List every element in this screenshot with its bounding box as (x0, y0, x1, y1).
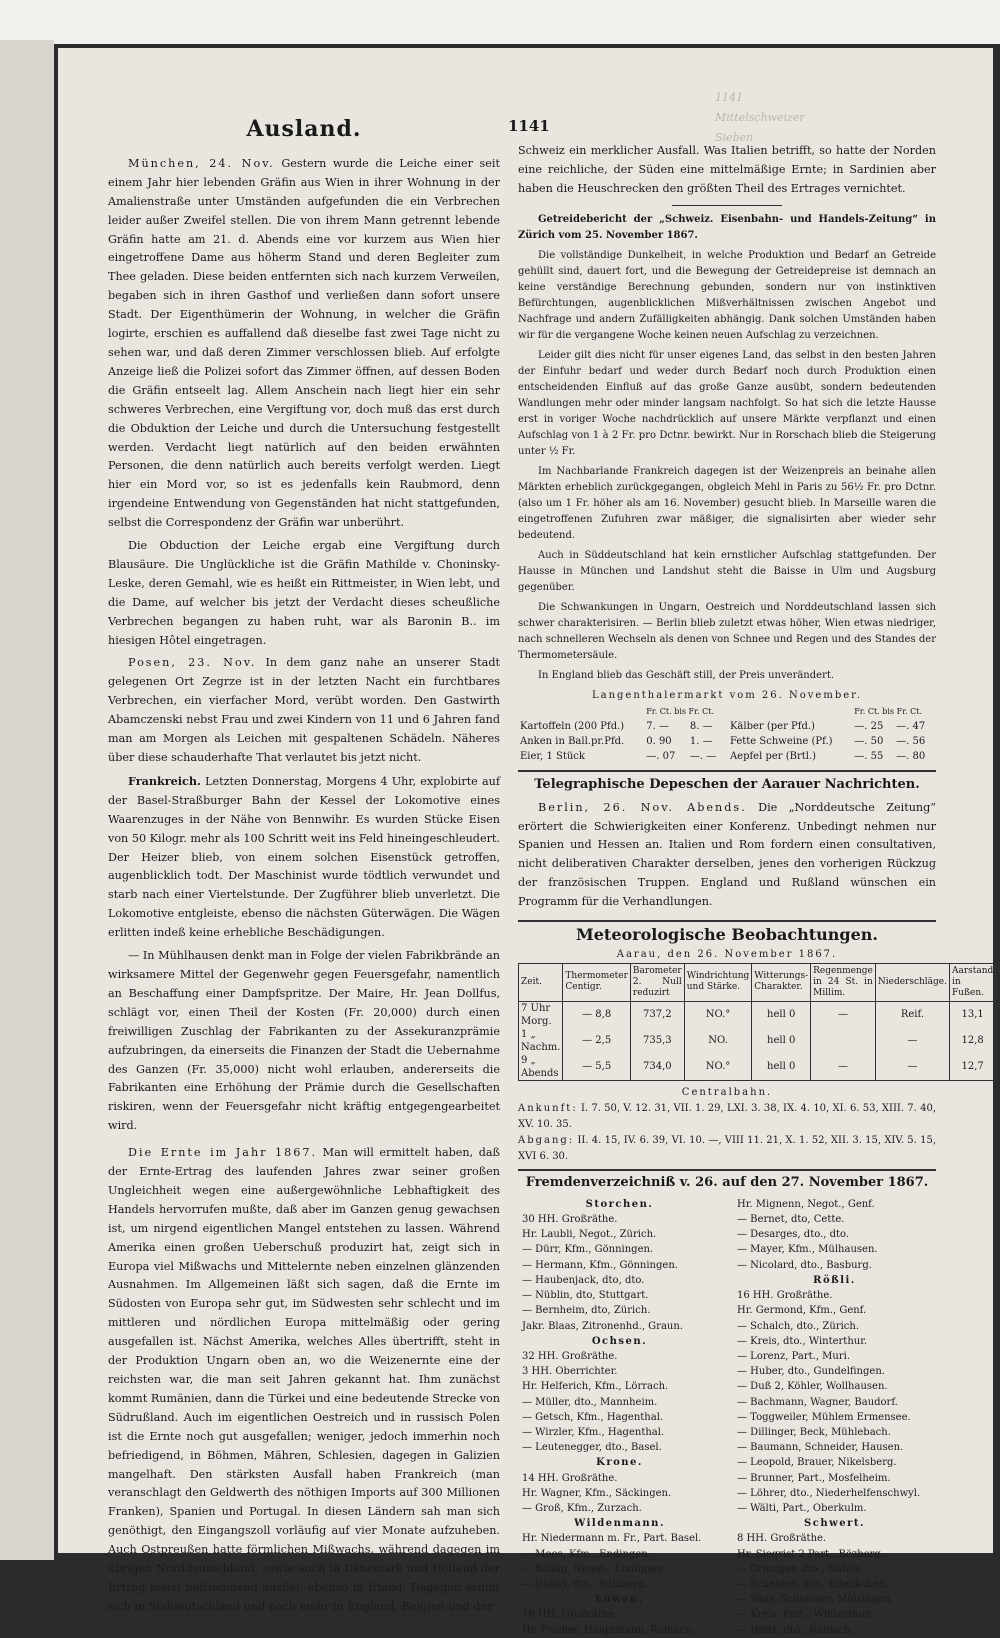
guest-entry: Hr. Mignenn, Negot., Genf. (737, 1198, 875, 1210)
article-ernte (108, 1144, 500, 1617)
col-header: Witterungs-Charakter. (752, 963, 811, 1001)
cell: 1. — (689, 735, 713, 747)
cell: 12,8 (949, 1028, 995, 1054)
guest-entry: — Haubenjack, dto, dto. (522, 1274, 645, 1286)
cell: Fette Schweine (Pf.) (729, 735, 833, 747)
table-row (519, 1001, 996, 1028)
cell: hell 0 (752, 1028, 811, 1054)
cell: NO.° (684, 1054, 752, 1081)
cell: Kälber (per Pfd.) (729, 720, 815, 732)
cell: 7 Uhr Morg. (519, 1001, 563, 1028)
telegraph-article (518, 799, 936, 912)
getreide-para: Die vollständige Dunkelheit, in welche Produktion und Bedarf an Getreide gehüllt sind, dauert fort, und die Bewegung der Getreidepreise ist demnach an keine verständige Berechnung gebunden, sondern nur von instinktiven Befürchtungen, augenblicklichen Mißverhältnissen zwischen Angebot und Nachfrage und andern Zufälligkeiten abhängig. Dank solchen Umständen haben wir für die vergangene Woche keinen neuen Aufschlag zu verzeichnen. (518, 249, 936, 341)
col-header: Windrichtung und Stärke. (684, 963, 752, 1001)
ghost-line: Mittelschweizer (715, 111, 805, 124)
cell (811, 1028, 876, 1054)
dateline: Frankreich. (128, 773, 201, 788)
article-text: Letzten Donnerstag, Morgens 4 Uhr, explobirte auf der Basel-Straßburger Bahn der Kessel der Lokomotive eines Waarenzuges in der Nähe von Bennwihr. Es wurden Stücke Eisen von 50 Kilogr. mehr als 100 Schritt weit ins Feld hineingeschleudert. Der Heizer blieb, von einem solchen Eisenstück getroffen, augenblicklich todt. Der Maschinist wurde tödtlich verwundet und starb nach einer Viertelstunde. Der Zugführer blieb unverletzt. Die Lokomotive entgleiste, ebenso die nächsten Güterwägen. Die Wägen erlitten indeß keine erhebliche Beschädigungen. (108, 774, 501, 940)
train-departures (518, 1133, 936, 1165)
col-header: Niederschläge. (875, 963, 949, 1001)
guest-entry: — Huber, dto., Gundelfingen. (737, 1366, 885, 1378)
guest-entry: — Leutenegger, dto., Basel. (522, 1442, 662, 1454)
guest-entry: — Moos, Kfm., Endingen. (522, 1548, 651, 1560)
article-frankreich (108, 772, 500, 943)
section-title: Ausland. (246, 116, 362, 142)
cell: — 5,5 (563, 1054, 631, 1081)
cell: —. — (689, 750, 717, 762)
departure-label: Abgang: (518, 1134, 575, 1146)
guest-entry: 3 HH. Oberrichter. (522, 1366, 618, 1378)
cell: 9 „ Abends (519, 1054, 563, 1081)
hotel-name: Wildenmann. (574, 1518, 665, 1530)
guest-entry: Hr. Helferich, Kfm., Lörrach. (522, 1381, 669, 1393)
getreide-para: Leider gilt dies nicht für unser eigenes Land, das selbst in den besten Jahren der Einfuhr bedarf und weder durch Bedarf noch durch Produktion einen entscheidenden Einfluß auf das große Ganze ausübt, sondern bedeutenden Wandlungen mehr oder minder langsam nachfolgt. So hat sich die letzte Hausse erst in voriger Woche nachdrücklich auf unsere Märkte verpflanzt und einen Aufschlag von 1 à 2 Fr. pro Dctnr. bewirkt. Nur in Rorschach blieb die Steigerung unter ½ Fr. (518, 349, 936, 457)
guest-entry: Hr. Siegrist 2 Part., Bözberg. (737, 1548, 884, 1560)
cell: — (811, 1054, 876, 1081)
cell: —. 50 (854, 735, 884, 747)
guest-entry: — Löhrer, dto., Niederhelfenschwyl. (737, 1487, 921, 1499)
guest-entry: — Kreis, dto., Winterthur. (737, 1335, 868, 1347)
cell: —. 80 (896, 750, 926, 762)
guest-entry: — Wirzler, Kfm., Hagenthal. (522, 1426, 665, 1438)
article-text: In dem ganz nahe an unserer Stadt gelegenen Ort Zegrze ist in der letzten Nacht ein furchtbares Verbrechen, ein vierfacher Mord, verübt worden. Den Gastwirth Abamczenski nebst Frau und zwei Kindern von 11 und 6 Jahren fand man am Morgen als Leichen mit gespaltenen Schädeln. Näheres über diese schauderhafte That verlautet bis jetzt nicht. (108, 656, 500, 764)
guest-entry: 16 HH. Großräthe. (737, 1290, 833, 1302)
bahn-heading: Centralbahn. (681, 1086, 773, 1098)
guest-entry: — Kreis, Part., Winterthur. (737, 1609, 872, 1621)
cell: NO.° (684, 1001, 752, 1028)
table-row (519, 1054, 996, 1081)
hotel-name: Rößli. (813, 1274, 856, 1286)
cell: —. 56 (896, 735, 926, 747)
page-number: 1141 (508, 117, 550, 135)
departure-times: II. 4. 15, IV. 6. 39, VI. 10. —, VIII 11. 21, X. 1. 52, XII. 3. 15, XIV. 5. 15, XVI 6. 30. (518, 1134, 936, 1162)
cell: — (875, 1054, 949, 1081)
guest-entry: — Baumann, Schneider, Hausen. (737, 1442, 904, 1454)
guest-entry: Hr. Laubli, Negot., Zürich. (522, 1229, 657, 1241)
guest-entry: 18 HH. Großräthe. (522, 1609, 618, 1621)
dateline: Berlin, 26. Nov. Abends. (538, 800, 747, 814)
hotel-name: Ochsen. (591, 1335, 648, 1347)
article-text: Gestern wurde die Leiche einer seit einem Jahr hier lebenden Gräfin aus Wien in ihrer Wohnung in der Amalienstraße unter Umständen aufgefunden die ein Verbrechen leider außer Zweifel stellen. Die von ihrem Mann getrennt lebende Gräfin hatte am 21. d. Abends eine vor kurzem aus Wien hier eingetroffene Dame aus höherm Stand und deren Begleiter zum Thee geladen. Diese beiden entfernten sich nach kurzem Verweilen, begaben sich in ihren Gasthof und verließen dann sofort unsere Stadt. Der Eigenthümerin der Wohnung, in welcher die Gräfin logirte, erschien es auffallend daß dieselbe fast zwei Tage nicht zu sehen war, und daß deren Zimmer verschlossen blieb. Auf erfolgte Anzeige ließ die Polizei sofort das Zimmer öffnen, auf dessen Boden die Gräfin entseelt lag. Allem Anschein nach liegt hier ein sehr schweres Verbrechen, eine Vergiftung vor, doch muß das erst durch die Obduktion der Leiche und durch die Untersuchung festgestellt werden. Verdacht liegt natürlich auf den beiden erwähnten Personen, die denn natürlich auch bereits verfolgt werden. Liegt hier ein Mord vor, so ist es jedenfalls kein Raubmord, denn irgendeine Entwendung von Gegenständen hat nicht stattgefunden, selbst die Correspondenz der Gräfin war unberührt. (108, 156, 500, 530)
article-muenchen (108, 155, 500, 533)
cell: 737,2 (630, 1001, 684, 1028)
table-row (518, 719, 936, 734)
cell: — (875, 1028, 949, 1054)
cell: — (811, 1001, 876, 1028)
dateline: Posen, 23. Nov. (128, 656, 257, 670)
guest-entry: — Müller, dto., Mannheim. (522, 1396, 658, 1408)
col-header: Thermometer Centigr. (563, 963, 631, 1001)
telegraph-heading: Telegraphische Depeschen der Aarauer Nachrichten. (518, 770, 936, 795)
guest-entry: — Duß 2, Köhler, Wollhausen. (737, 1381, 888, 1393)
cell: hell 0 (752, 1054, 811, 1081)
guest-list-right (733, 1197, 936, 1638)
guest-entry: — Walz, Schneider, Mölzingen. (737, 1594, 894, 1606)
getreide-para: In England blieb das Geschäft still, der Preis unverändert. (538, 669, 835, 681)
guest-entry: Hr. Fischer, Hauptmann, Reinach. (522, 1624, 695, 1636)
price-col-header: Fr. Ct. bis Fr. Ct. (646, 706, 715, 716)
guest-entry: Hr. Wagner, Kfm., Säckingen. (522, 1487, 672, 1499)
cell: Reif. (875, 1001, 949, 1028)
meteo-subheading: Aarau, den 26. November 1867. (616, 948, 838, 960)
guest-entry: — Bernet, dto, Cette. (737, 1214, 845, 1226)
guest-entry: — Schenkel, dto., Edenkoben. (737, 1578, 889, 1590)
guest-entry: 32 HH. Großräthe. (522, 1350, 618, 1362)
article-ernte-cont (518, 142, 936, 199)
guest-entry: — Schalch, dto., Zürich. (737, 1320, 860, 1332)
guest-list-left (518, 1197, 721, 1638)
hotel-name: Löwen. (595, 1594, 644, 1606)
article-text: Man will ermittelt haben, daß der Ernte-Ertrag des laufenden Jahres zwar seiner großen Ungleichheit wegen eine außergewöhnliche Lebhaftigkeit des Handels hervorrufen mußte, daß aber im Ganzen genug gewachsen ist, um nirgend eigentlichen Mangel entstehen zu lassen. Während Amerika einen großen Ueberschuß produzirt hat, zeigt sich in Europa viel Mißwachs und Mittelernte neben einzelnen glänzenden Ausnahmen. Im Allgemeinen läßt sich sagen, daß die Ernte im Südosten von Europa sehr gut, im Südwesten sehr schlecht und im mittleren und nördlichen Europa mittelmäßig oder gering ausgefallen ist. Nächst Amerika, welches Alles übertrifft, steht in der Produktion Ungarn oben an, wo die Weizenernte eine der reichsten war, die man seit Jahren gekannt hat. Ihm zunächst kommt Rumänien, dann die Türkei und eine bedeutende Strecke von Südrußland. Auch im eigentlichen Oestreich und in russisch Polen ist die Ernte noch gut ausgefallen; weniger, jedoch immerhin noch befriedigend, in Böhmen, Mähren, Schlesien, dagegen in Galizien mangelhaft. Den stärksten Ausfall haben Frankreich (man veranschlagt den Geldwerth des nöthigen Imports auf 300 Millionen Franken), Spanien und Portugal. In diesen Ländern sah man sich genöthigt, den Eingangszoll vorläufig auf vier Monate aufzuheben. Auch Ostpreußen hatte förmlichen Mißwachs, während dagegen im übrigen Norddeutschland, sowie auch in Dänemark und Holland der Ertrag meist befriedigend ausfiel; ebenso in Irland. Dagegen ergibt sich in Süddeutschland und noch mehr in England, Belgien und der (108, 1146, 501, 1613)
guest-entry: — Dürr, Kfm., Gönningen. (522, 1244, 654, 1256)
cell: hell 0 (752, 1001, 811, 1028)
col-header: Regenmenge in 24 St. in Millim. (811, 963, 876, 1001)
col-header: Zeit. (519, 963, 563, 1001)
adjacent-page-strip (0, 40, 54, 1560)
guest-entry: — Bollag, Negot., Endingen. (522, 1563, 667, 1575)
dateline: Die Ernte im Jahr 1867. (128, 1146, 318, 1160)
bleed-through-text (715, 88, 805, 148)
article-text: Die Obduction der Leiche ergab eine Vergiftung durch Blausäure. Die Unglückliche ist die Gräfin Mathilde v. Choninsky-Leske, deren Gemahl, wie es heißt ein Rittmeister, in Wien lebt, und die Dame, auf welcher bis jetzt der Verdacht dieses scheußliche Verbrechen begangen zu haben ruht, war als Baronin B.. im hiesigen Hôtel eingetragen. (108, 539, 500, 647)
guest-entry: — Mayer, Kfm., Mülhausen. (737, 1244, 878, 1256)
guest-entry: — Wälti, Part., Oberkulm. (737, 1502, 867, 1514)
arrival-times: I. 7. 50, V. 12. 31, VII. 1. 29, LXI. 3. 38, IX. 4. 10, XI. 6. 53, XIII. 7. 40, XV. 10. 35. (518, 1102, 936, 1130)
guest-entry: — Bachmann, Wagner, Baudorf. (737, 1396, 898, 1408)
train-arrivals (518, 1101, 936, 1133)
guest-entry: — Desarges, dto., dto. (737, 1229, 850, 1241)
article-muenchen-cont (108, 537, 500, 650)
guest-entry: 30 HH. Großräthe. (522, 1214, 618, 1226)
article-text: — In Mühlhausen denkt man in Folge der vielen Fabrikbrände an wirksamere Mittel der Gegenwehr gegen Feuersgefahr, namentlich an Beschaffung einer Dampfspritze. Der Maire, Hr. Jean Dollfus, schlägt vor, einen Theil der Kosten (Fr. 20,000) durch einen freiwilligen Zuschlag der Fabrikanten zu der Assekuranzprämie aufzubringen, da einerseits die Finanzen der Stadt die Uebernahme des Ganzen (Fr. 35,000) nicht wohl erlauben, andererseits die Fabrikanten eine Erhöhung der Prämie durch die Gesellschaften riskiren, wenn der Feuersgefahr nicht kräftig entgegengearbeitet wird. (108, 949, 500, 1133)
guest-list (518, 1197, 936, 1638)
getreide-para: Die Schwankungen in Ungarn, Oestreich und Norddeutschland lassen sich schwer charakterisiren. — Berlin blieb zuletzt etwas höher, Wien etwas niedriger, nach schnelleren Wechseln als denen von Schnee und Regen und des Standes der Thermometersäule. (518, 601, 936, 661)
hotel-name: Storchen. (585, 1198, 654, 1210)
hotel-name: Krone. (596, 1457, 643, 1469)
col-header: Barometer 2. Null reduzirt (630, 963, 684, 1001)
article-muehlhausen (108, 947, 500, 1136)
table-row (518, 734, 936, 749)
cell: —. 07 (646, 750, 676, 762)
scan-top-band (0, 0, 1000, 44)
getreide-para: Auch in Süddeutschland hat kein ernstlicher Aufschlag stattgefunden. Der Hausse in München und Landshut steht die Baisse in Ulm und Augsburg gegenüber. (518, 549, 936, 593)
article-text: Schweiz ein merklicher Ausfall. Was Italien betrifft, so hatte der Norden eine reichliche, der Süden eine mittelmäßige Ernte; in Sardinien aber haben die Heuschrecken den größten Theil des Ertrages vernichtet. (518, 144, 936, 195)
ghost-line: Sieben (715, 131, 754, 144)
cell: Eier, 1 Stück (520, 750, 585, 762)
table-row (519, 1028, 996, 1054)
cell: 7. — (646, 720, 669, 732)
guest-entry: — Toggweiler, Mühlem Ermensee. (737, 1411, 911, 1423)
cell: Anken in Ball.pr.Pfd. (520, 735, 625, 747)
cell: Aepfel per (Brtl.) (729, 750, 817, 762)
market-price-table (518, 704, 936, 764)
cell: — 8,8 (563, 1001, 631, 1028)
fremden-heading: Fremdenverzeichniß v. 26. auf den 27. November 1867. (518, 1169, 936, 1193)
cell: —. 25 (854, 720, 884, 732)
meteo-heading: Meteorologische Beobachtungen. (518, 920, 936, 945)
cell: NO. (684, 1028, 752, 1054)
article-posen (108, 654, 500, 767)
dateline: München, 24. Nov. (128, 156, 275, 170)
markt-title: Langenthalermarkt vom 26. November. (591, 689, 862, 701)
guest-entry: — Lorenz, Part., Muri. (737, 1350, 851, 1362)
guest-entry: 14 HH. Großräthe. (522, 1472, 618, 1484)
guest-entry: Hr. Niedermann m. Fr., Part. Basel. (522, 1533, 702, 1545)
cell: 8. — (689, 720, 713, 732)
guest-entry: — Brunner, Part., Mosfelheim. (737, 1472, 891, 1484)
cell: 734,0 (630, 1054, 684, 1081)
cell: 735,3 (630, 1028, 684, 1054)
guest-entry: — Leopold, Brauer, Nikelsberg. (737, 1457, 897, 1469)
cell: Kartoffeln (200 Pfd.) (520, 720, 625, 732)
guest-entry: 8 HH. Großräthe. (737, 1533, 827, 1545)
guest-entry: Hr. Germond, Kfm., Genf. (737, 1305, 867, 1317)
guest-entry: — Hermann, Kfm., Gönningen. (522, 1259, 678, 1271)
guest-entry: — Getsch, Kfm., Hagenthal. (522, 1411, 664, 1423)
cell: —. 47 (896, 720, 926, 732)
guest-entry: — Dillinger, Beck, Mühlebach. (737, 1426, 891, 1438)
cell: — 2,5 (563, 1028, 631, 1054)
guest-entry: — Bernheim, dto, Zürich. (522, 1305, 651, 1317)
guest-entry: — Nüblin, dto, Stuttgart. (522, 1290, 649, 1302)
hotel-name: Schwert. (804, 1518, 865, 1530)
article-text: Die „Norddeutsche Zeitung“ erörtert die Schwierigkeiten einer Konferenz. Unbedingt nehmen nur Spanien und Hessen an. Italien und Rom fordern einen consultativen, nicht deliberativen Charakter derselben, jenes den vorherigen Rückzug der französischen Truppen. England und Rußland wünschen ein Programm für die Verhandlungen. (518, 800, 937, 909)
getreide-heading: Getreidebericht der „Schweiz. Eisenbahn- und Handels-Zeitung“ in Zürich vom 25. November 1867. (518, 213, 936, 241)
cell: 0. 90 (646, 735, 672, 747)
left-column (108, 116, 501, 1621)
price-col-header: Fr. Ct. bis Fr. Ct. (854, 706, 923, 716)
right-column (518, 142, 994, 1638)
guest-entry: — Groß, Kfm., Zurzach. (522, 1502, 642, 1514)
ghost-line: 1141 (715, 91, 743, 104)
cell: 13,1 (949, 1001, 995, 1028)
guest-entry: — Grüniger, dto., Näfels. (737, 1563, 864, 1575)
cell: 1 „ Nachm. (519, 1028, 563, 1054)
cell: 12,7 (949, 1054, 995, 1081)
getreidebericht (518, 212, 936, 684)
divider (672, 205, 782, 206)
guest-entry: — Nicolard, dto., Basburg. (737, 1259, 872, 1271)
arrival-label: Ankunft: (518, 1102, 578, 1114)
guest-entry: Jakr. Blaas, Zitronenhd., Graun. (522, 1320, 683, 1332)
col-header: Aarstand in Fußen. (949, 963, 995, 1001)
guest-entry: — Heitz, dto., Reinach. (737, 1624, 854, 1636)
guest-entry: — Dukas, dto., Sulzburg. (522, 1578, 648, 1590)
weather-table (518, 963, 996, 1081)
table-row (518, 749, 936, 764)
cell: —. 55 (854, 750, 884, 762)
getreide-para: Im Nachbarlande Frankreich dagegen ist der Weizenpreis an beinahe allen Märkten erheblich zurückgegangen, obgleich Mehl in Paris zu 56½ Fr. pro Dctnr. (also um 1 Fr. höher als am 16. November) gesucht blieb. In Marseille waren die eingetroffenen Zufuhren zwar mäßiger, die signalisirten aber wieder sehr bedeutend. (518, 465, 936, 541)
